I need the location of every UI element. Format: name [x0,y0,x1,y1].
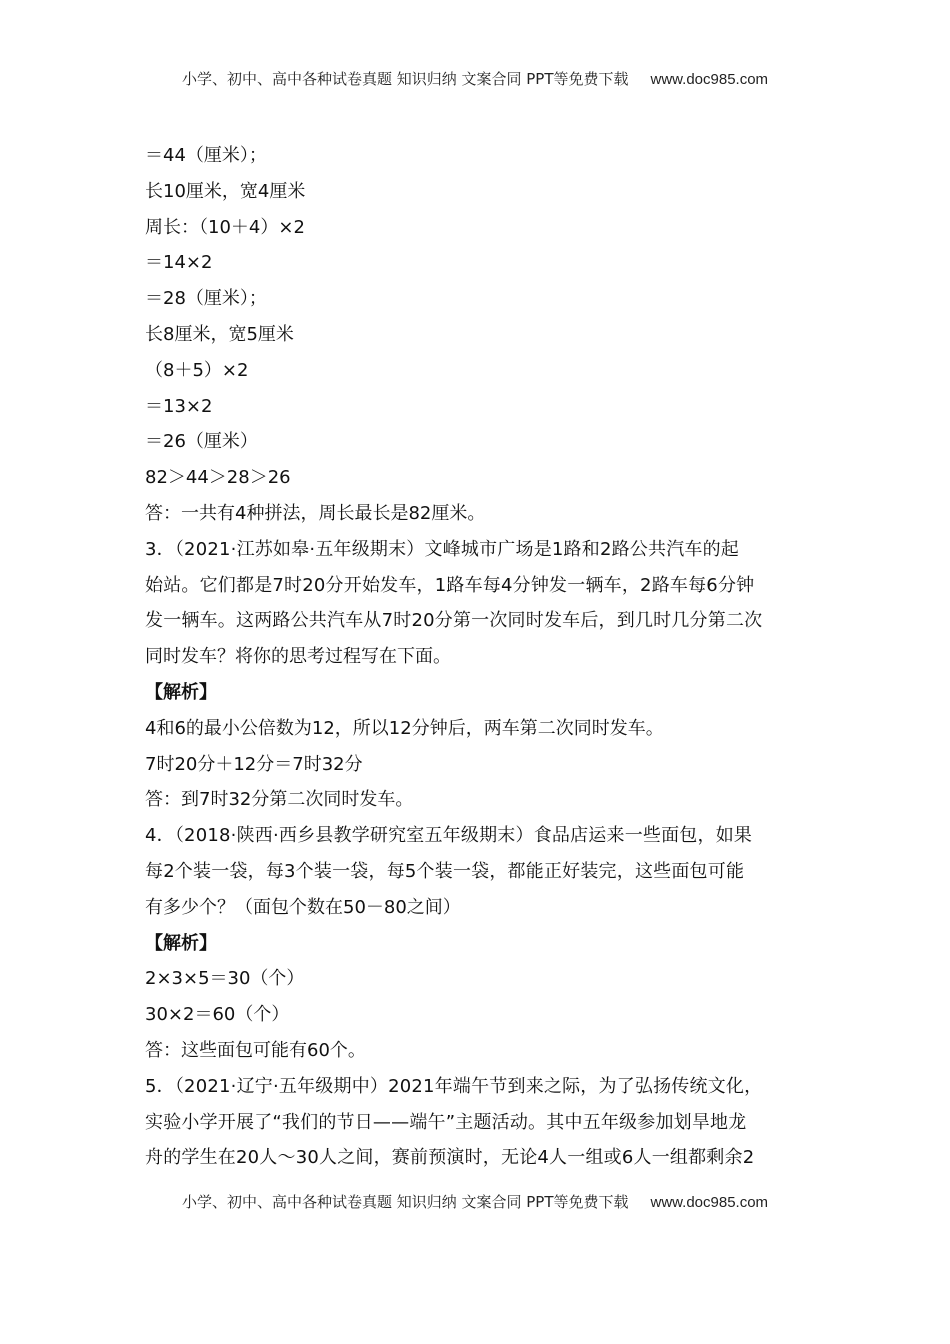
document-body [145,138,809,1176]
text-line: （8＋5）×2 [145,359,249,381]
text-line: ＝44（厘米）； [145,145,267,166]
question-3-line: 发一辆车。这两路公共汽车从7时20分第一次同时发车后，到几时几分第二次 [145,610,763,632]
question-4-line: 每2个装一袋，每3个装一袋，每5个装一袋，都能正好装完，这些面包可能 [145,860,745,882]
question-3-line: 3．（2021·江苏如皋·五年级期末）文峰城市广场是1路和2路公共汽车的起 [145,538,740,560]
question-5-line: 实验小学开展了“我们的节日——端午”主题活动。其中五年级参加划旱地龙 [145,1111,747,1133]
page-header [0,68,950,89]
question-4-line: 4．（2018·陕西·西乡县教学研究室五年级期末）食品店运来一些面包，如果 [145,825,753,847]
text-line: 30×2＝60（个） [145,1004,290,1026]
text-line: 4和6的最小公倍数为12，所以12分钟后，两车第二次同时发车。 [145,717,664,739]
question-4-line: 有多少个？（面包个数在50－80之间） [145,896,461,918]
text-line: ＝26（厘米） [145,431,258,453]
footer-text: 小学、初中、高中各种试卷真题 知识归纳 文案合同 PPT等免费下载 [181,1193,629,1211]
analysis-heading: 【解析】 [145,932,217,954]
question-3-line: 同时发车？将你的思考过程写在下面。 [145,646,451,668]
footer-site-link[interactable]: www.doc985.com [650,1194,769,1211]
text-line: 周长：（10＋4）×2 [145,216,305,238]
question-3-line: 始站。它们都是7时20分开始发车，1路车每4分钟发一辆车，2路车每6分钟 [145,574,755,596]
question-5-line: 5．（2021·辽宁·五年级期中）2021年端午节到来之际，为了弘扬传统文化， [145,1075,763,1097]
text-line: ＝13×2 [145,395,213,417]
question-5-line: 舟的学生在20人～30人之间，赛前预演时，无论4人一组或6人一组都剩余2 [145,1147,755,1169]
header-site-link[interactable]: www.doc985.com [650,71,769,88]
answer-line: 答：一共有4种拼法，周长最长是82厘米。 [145,502,486,524]
analysis-heading: 【解析】 [145,681,217,703]
header-text: 小学、初中、高中各种试卷真题 知识归纳 文案合同 PPT等免费下载 [181,70,629,88]
text-line: 长8厘米，宽5厘米 [145,323,294,345]
answer-line: 答：到7时32分第二次同时发车。 [145,789,414,811]
text-line: 82＞44＞28＞26 [145,467,291,489]
text-line: ＝28（厘米）； [145,288,267,310]
text-line: 长10厘米，宽4厘米 [145,180,306,202]
text-line: ＝14×2 [145,252,213,274]
text-line: 2×3×5＝30（个） [145,968,305,990]
page-footer [0,1191,950,1212]
answer-line: 答：这些面包可能有60个。 [145,1039,366,1061]
text-line: 7时20分＋12分＝7时32分 [145,753,363,775]
